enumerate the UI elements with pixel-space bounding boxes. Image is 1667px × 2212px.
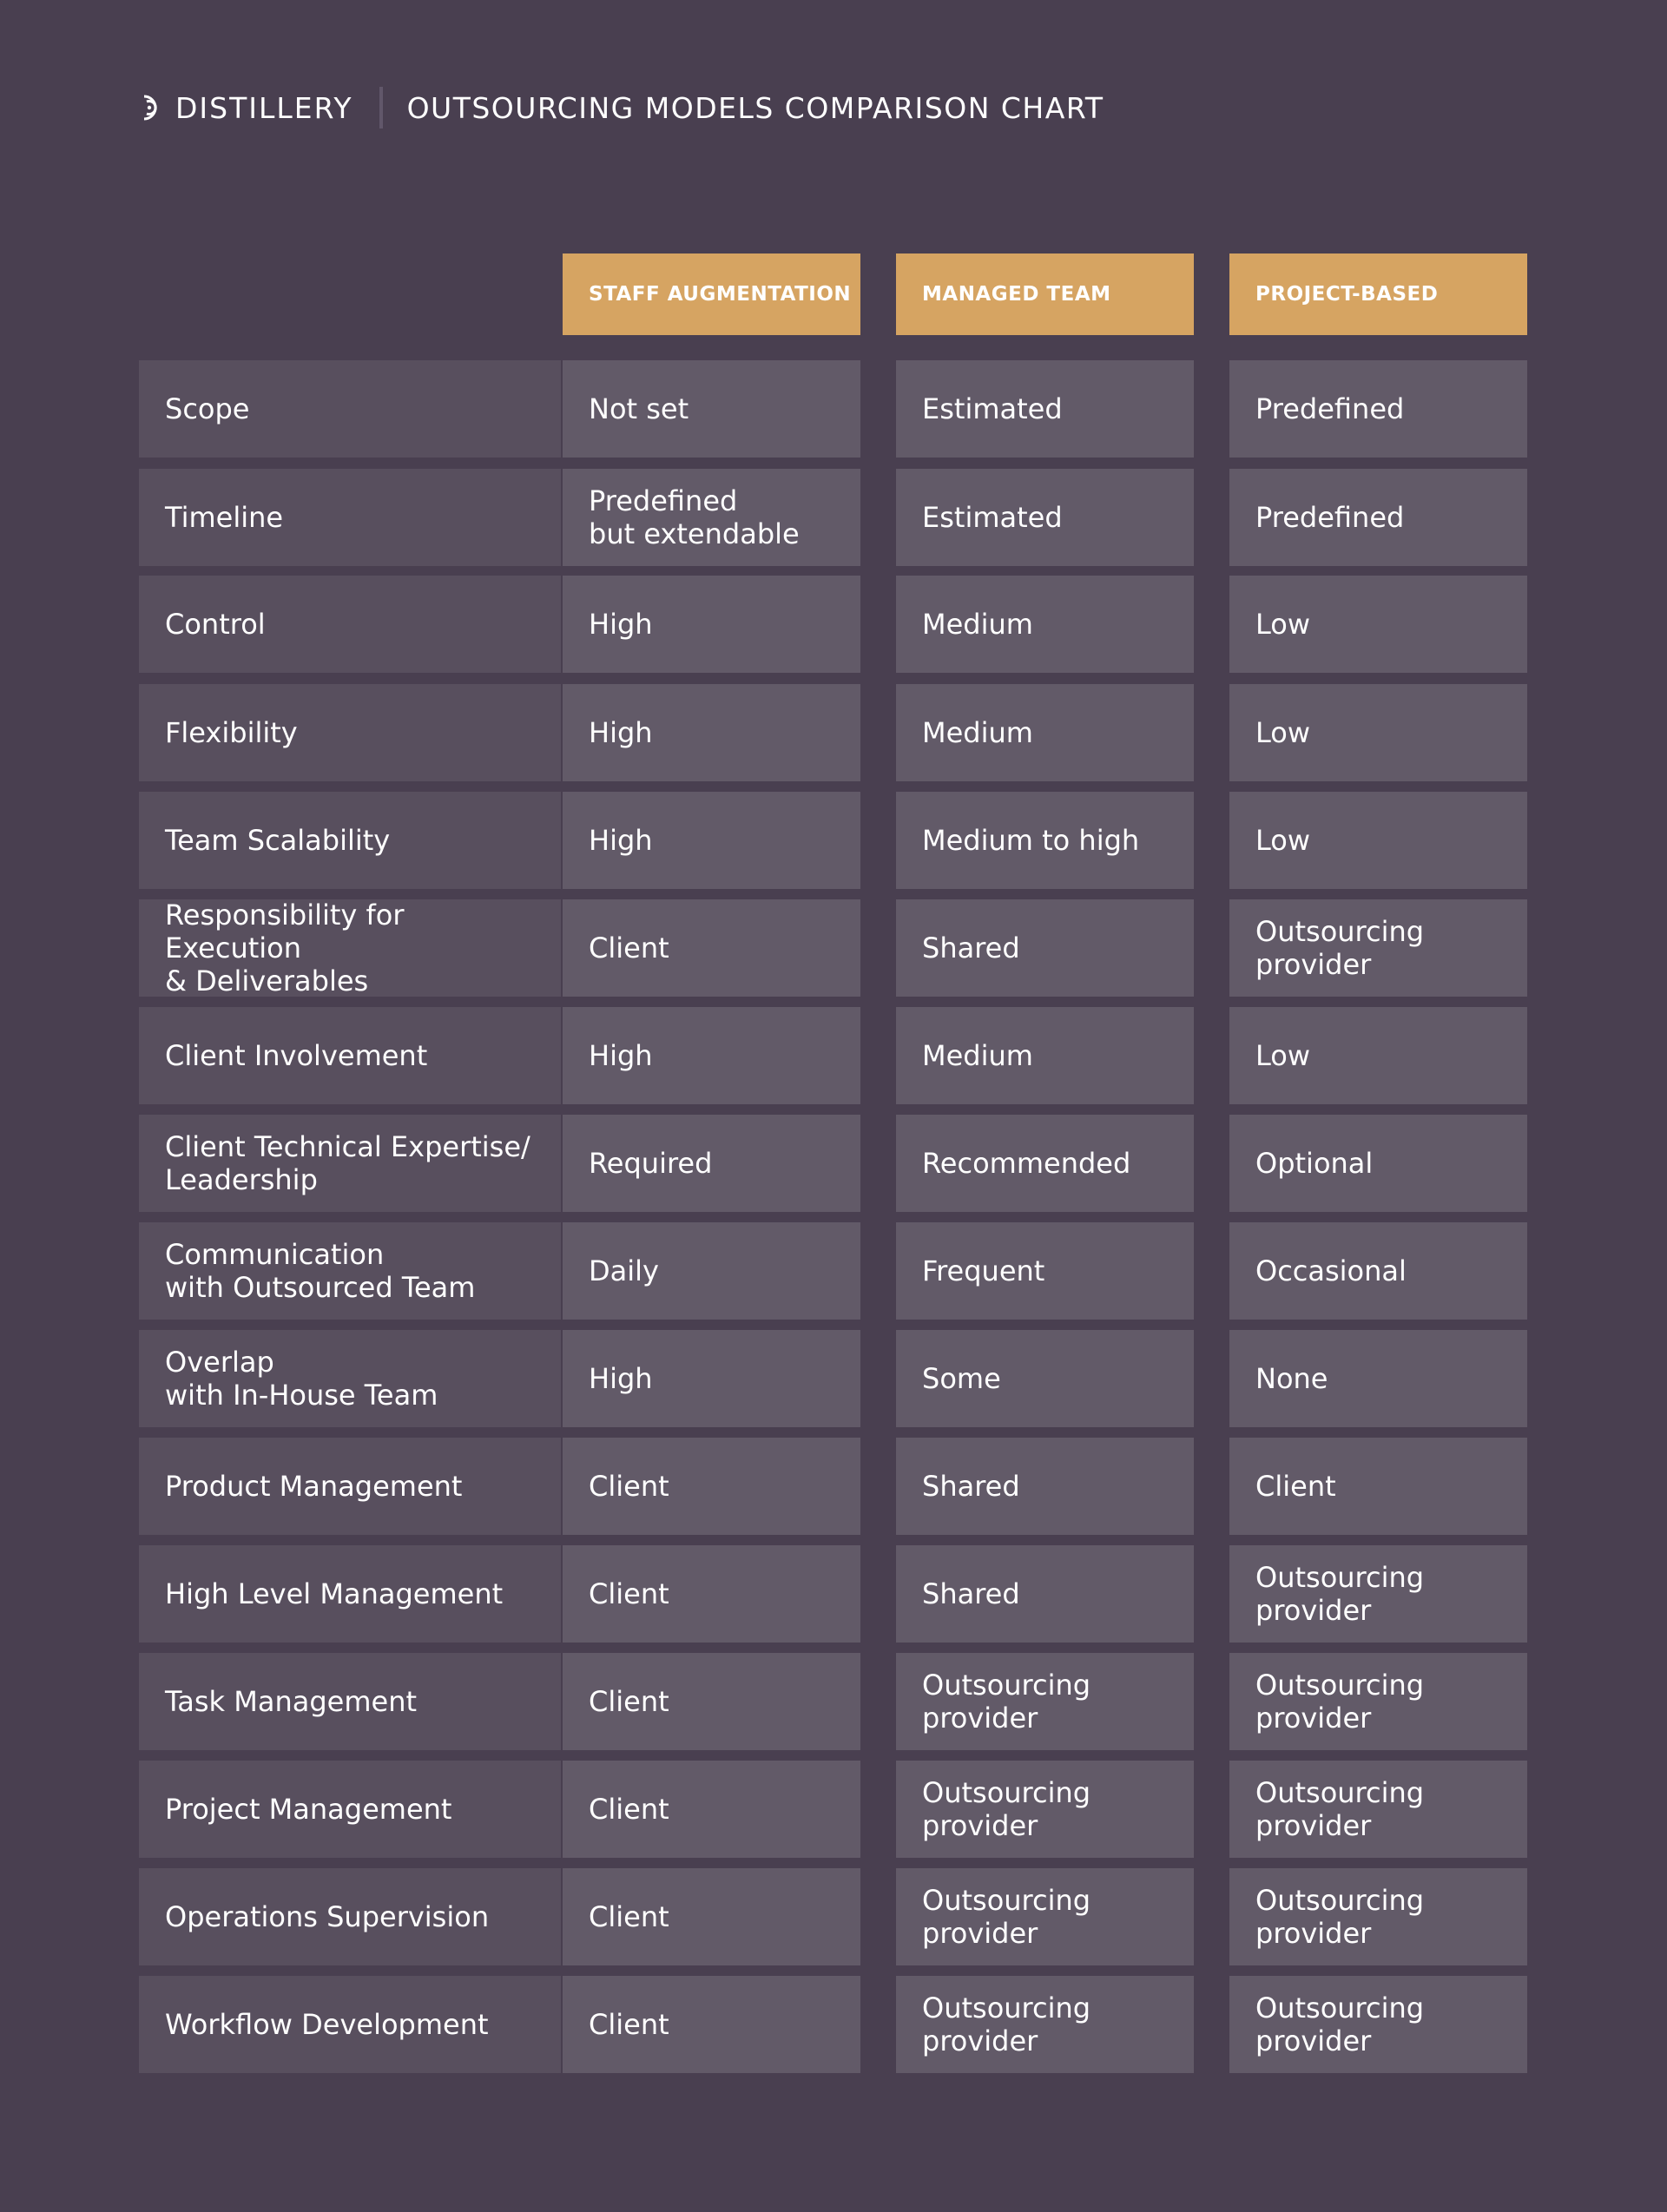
value-cell: [563, 792, 860, 889]
value-cell: [896, 792, 1194, 889]
value-cell: [1229, 1976, 1527, 2073]
row-label: Flexibility: [165, 716, 298, 749]
row-label: Product Management: [165, 1470, 463, 1503]
row-label: Client Involvement: [165, 1039, 428, 1072]
value-cell: [563, 360, 860, 458]
cell-value: Predefined: [1255, 501, 1405, 534]
value-cell: [1229, 1330, 1527, 1427]
cell-value: Outsourcing provider: [922, 1776, 1091, 1842]
row-label: Project Management: [165, 1793, 452, 1826]
cell-value: Client: [589, 1470, 669, 1503]
row-label-cell: [139, 1545, 561, 1643]
cell-value: Predefined: [1255, 392, 1405, 425]
row-label: Scope: [165, 392, 250, 425]
cell-value: High: [589, 608, 653, 641]
value-cell: [563, 1761, 860, 1858]
cell-value: Estimated: [922, 501, 1063, 534]
cell-value: Optional: [1255, 1147, 1374, 1180]
cell-value: Outsourcing provider: [1255, 1884, 1425, 1950]
row-label-cell: [139, 792, 561, 889]
column-header-project-based: PROJECT-BASED: [1229, 253, 1527, 335]
cell-value: Medium: [922, 716, 1033, 749]
value-cell: [1229, 576, 1527, 673]
cell-value: High: [589, 824, 653, 857]
cell-value: Outsourcing provider: [922, 1669, 1091, 1735]
cell-value: Estimated: [922, 392, 1063, 425]
cell-value: Not set: [589, 392, 689, 425]
row-label: Team Scalability: [165, 824, 391, 857]
cell-value: Low: [1255, 1039, 1311, 1072]
cell-value: Outsourcing provider: [922, 1884, 1091, 1950]
row-label-cell: [139, 1115, 561, 1212]
value-cell: [563, 576, 860, 673]
value-cell: [896, 1007, 1194, 1104]
cell-value: Outsourcing provider: [922, 1991, 1091, 2057]
cell-value: Client: [589, 932, 669, 964]
row-label: High Level Management: [165, 1577, 504, 1610]
value-cell: [896, 684, 1194, 781]
cell-value: Low: [1255, 716, 1311, 749]
value-cell: [1229, 899, 1527, 997]
row-label-cell: [139, 1653, 561, 1750]
row-label-cell: [139, 1007, 561, 1104]
row-label: Operations Supervision: [165, 1900, 490, 1933]
cell-value: Shared: [922, 932, 1020, 964]
value-cell: [896, 1330, 1194, 1427]
row-label-cell: [139, 1868, 561, 1965]
value-cell: [1229, 792, 1527, 889]
cell-value: Recommended: [922, 1147, 1131, 1180]
cell-value: Low: [1255, 824, 1311, 857]
value-cell: [1229, 1868, 1527, 1965]
cell-value: Outsourcing provider: [1255, 1561, 1425, 1627]
value-cell: [896, 469, 1194, 566]
cell-value: Low: [1255, 608, 1311, 641]
page-title: OUTSOURCING MODELS COMPARISON CHART: [406, 90, 1104, 125]
value-cell: [896, 1115, 1194, 1212]
row-label-cell: [139, 899, 561, 997]
row-label-cell: [139, 684, 561, 781]
value-cell: [1229, 469, 1527, 566]
value-cell: [896, 1976, 1194, 2073]
cell-value: Occasional: [1255, 1254, 1407, 1287]
cell-value: Client: [589, 1577, 669, 1610]
value-cell: [896, 1222, 1194, 1320]
cell-value: Medium to high: [922, 824, 1140, 857]
cell-value: Some: [922, 1362, 1001, 1395]
cell-value: Client: [589, 1900, 669, 1933]
value-cell: [896, 1438, 1194, 1535]
cell-value: Outsourcing provider: [1255, 1669, 1425, 1735]
value-cell: [1229, 1115, 1527, 1212]
cell-value: Medium: [922, 608, 1033, 641]
row-label-cell: [139, 1222, 561, 1320]
value-cell: [563, 1115, 860, 1212]
value-cell: [563, 1438, 860, 1535]
value-cell: [896, 1868, 1194, 1965]
value-cell: [563, 1976, 860, 2073]
value-cell: [1229, 1761, 1527, 1858]
row-label-cell: [139, 1438, 561, 1535]
row-label-cell: [139, 1330, 561, 1427]
cell-value: Outsourcing provider: [1255, 1776, 1425, 1842]
row-label: Timeline: [165, 501, 284, 534]
value-cell: [1229, 360, 1527, 458]
cell-value: Frequent: [922, 1254, 1045, 1287]
cell-value: High: [589, 1362, 653, 1395]
brand-name: DISTILLERY: [175, 90, 353, 125]
distillery-logo-icon: [139, 93, 165, 122]
row-label-cell: [139, 1761, 561, 1858]
value-cell: [1229, 1653, 1527, 1750]
row-label-cell: [139, 576, 561, 673]
cell-value: None: [1255, 1362, 1328, 1395]
value-cell: [896, 576, 1194, 673]
cell-value: Shared: [922, 1577, 1020, 1610]
value-cell: [1229, 684, 1527, 781]
value-cell: [563, 1222, 860, 1320]
value-cell: [563, 1007, 860, 1104]
value-cell: [1229, 1007, 1527, 1104]
cell-value: Required: [589, 1147, 713, 1180]
value-cell: [1229, 1438, 1527, 1535]
cell-value: Outsourcing provider: [1255, 1991, 1425, 2057]
cell-value: Client: [589, 1793, 669, 1826]
cell-value: Outsourcing provider: [1255, 915, 1425, 981]
value-cell: [563, 1545, 860, 1643]
value-cell: [563, 1330, 860, 1427]
row-label: Communication with Outsourced Team: [165, 1238, 476, 1304]
cell-value: High: [589, 716, 653, 749]
cell-value: Client: [1255, 1470, 1336, 1503]
value-cell: [563, 1868, 860, 1965]
header-divider: [379, 87, 383, 128]
value-cell: [563, 469, 860, 566]
row-label: Workflow Development: [165, 2008, 489, 2041]
cell-value: High: [589, 1039, 653, 1072]
row-label-cell: [139, 360, 561, 458]
row-label: Responsibility for Execution & Deliverables: [165, 899, 405, 997]
row-label: Task Management: [165, 1685, 418, 1718]
row-label-cell: [139, 1976, 561, 2073]
row-label: Control: [165, 608, 266, 641]
value-cell: [896, 899, 1194, 997]
value-cell: [896, 1761, 1194, 1858]
page-header: [139, 83, 1104, 132]
brand-logo: [139, 91, 353, 125]
row-label: Overlap with In-House Team: [165, 1346, 438, 1412]
value-cell: [896, 360, 1194, 458]
cell-value: Client: [589, 1685, 669, 1718]
cell-value: Medium: [922, 1039, 1033, 1072]
value-cell: [1229, 1222, 1527, 1320]
value-cell: [563, 684, 860, 781]
cell-value: Predefined but extendable: [589, 484, 800, 550]
column-header-staff-augmentation: STAFF AUGMENTATION: [563, 253, 860, 335]
value-cell: [1229, 1545, 1527, 1643]
column-header-managed-team: MANAGED TEAM: [896, 253, 1194, 335]
value-cell: [896, 1653, 1194, 1750]
row-label: Client Technical Expertise/ Leadership: [165, 1130, 530, 1196]
cell-value: Daily: [589, 1254, 659, 1287]
cell-value: Client: [589, 2008, 669, 2041]
value-cell: [896, 1545, 1194, 1643]
row-label-cell: [139, 469, 561, 566]
value-cell: [563, 899, 860, 997]
value-cell: [563, 1653, 860, 1750]
cell-value: Shared: [922, 1470, 1020, 1503]
